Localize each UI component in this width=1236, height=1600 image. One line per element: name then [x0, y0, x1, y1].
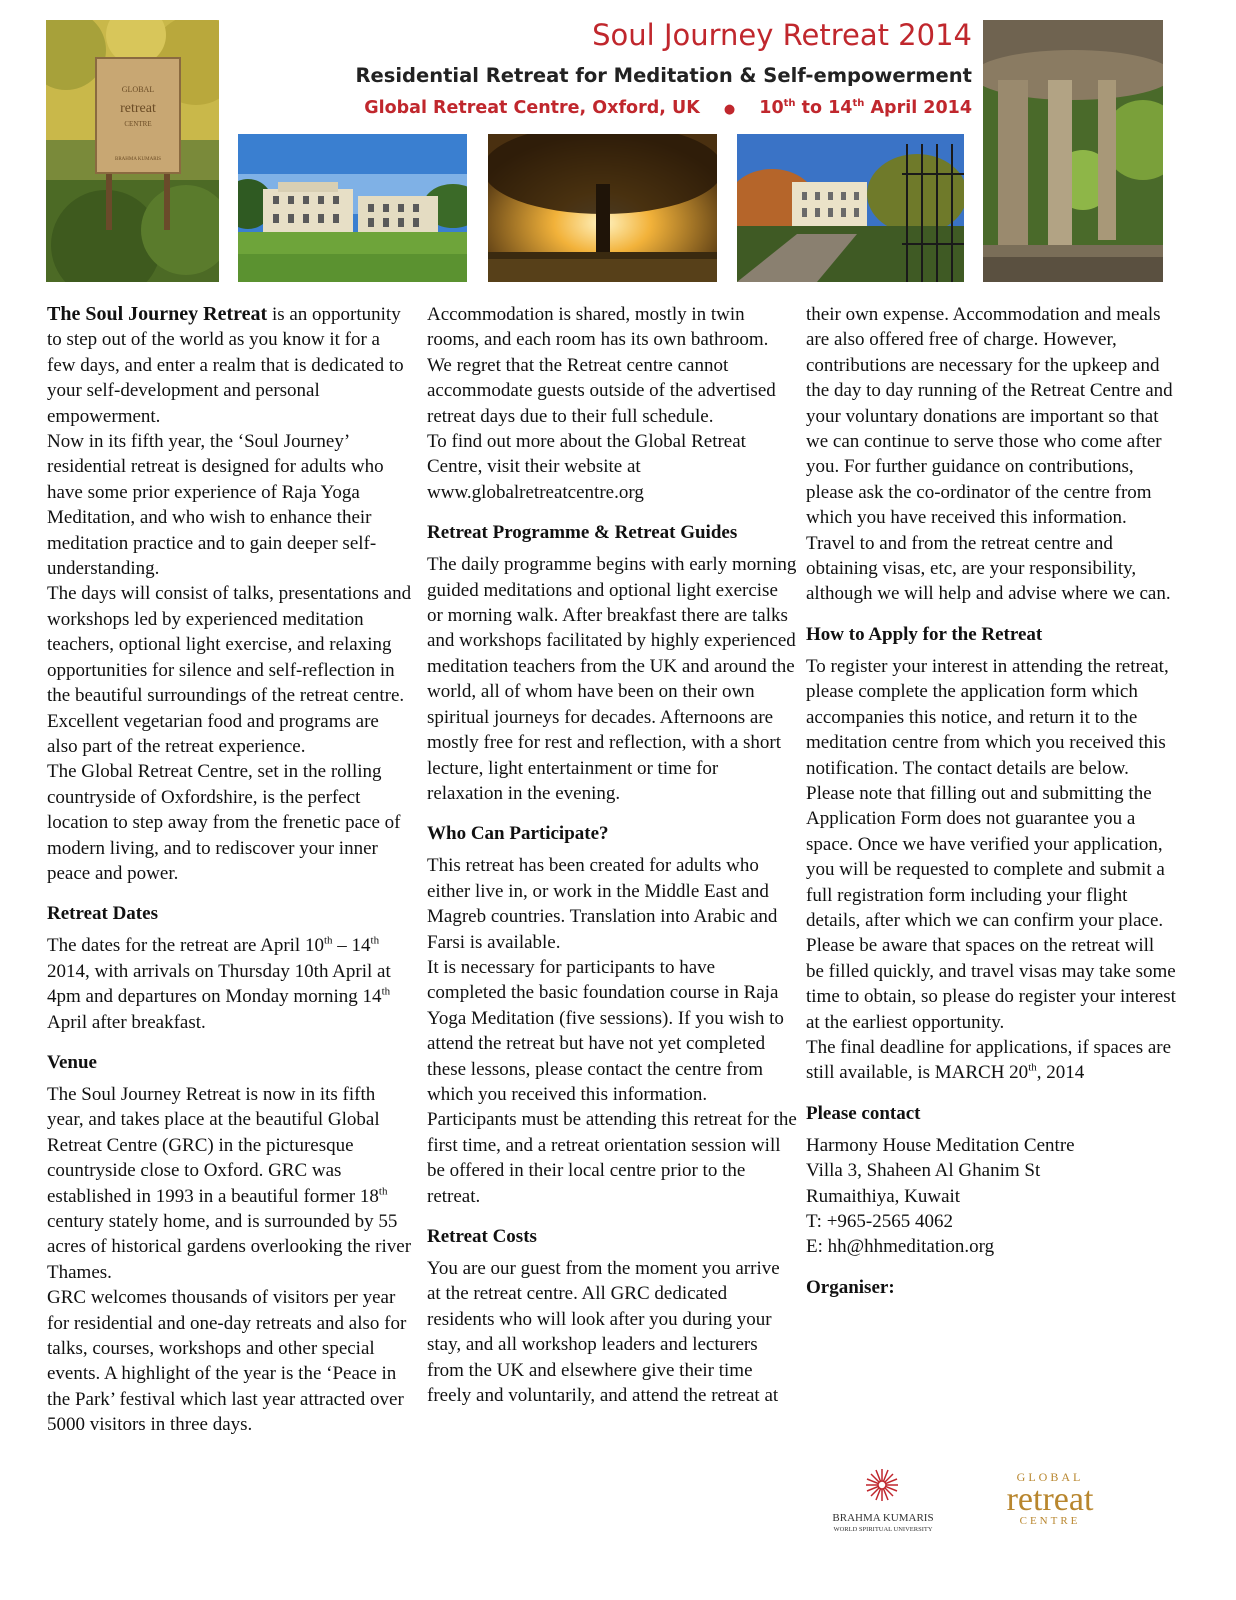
- brahma-kumaris-logo: [808, 1465, 958, 1535]
- photo-tree-sunrise: [488, 134, 717, 282]
- venue-heading: Venue: [47, 1051, 97, 1073]
- ordinal-suffix: th: [852, 98, 865, 110]
- travel-paragraph: Travel to and from the retreat centre and obtaining visas, etc, are your responsibility, although we will help and advise where we can.: [806, 532, 1171, 605]
- sign-text-centre: CENTRE: [124, 120, 152, 128]
- grc-retreat: retreat: [1006, 1481, 1094, 1518]
- retreat-dates-paragraph: [47, 933, 413, 1035]
- grc-global: GLOBAL: [1016, 1470, 1084, 1484]
- column-2: [427, 302, 797, 1408]
- intro-paragraph: [47, 302, 413, 429]
- website-paragraph: To find out more about the Global Retreat Centre, visit their website at www.globalretreatcentre.org: [427, 431, 746, 503]
- venue-name: Global Retreat Centre, Oxford, UK: [364, 98, 700, 118]
- dates-text-a: The dates for the retreat are April 10: [47, 935, 324, 957]
- ordinal-suffix: th: [381, 985, 391, 998]
- date-end: April 2014: [864, 98, 972, 118]
- lotus-icon: [866, 1469, 898, 1501]
- contact-name: Harmony House Meditation Centre: [806, 1134, 1075, 1156]
- bk-name: BRAHMA KUMARIS: [832, 1512, 934, 1524]
- sign-text-retreat: retreat: [120, 101, 156, 116]
- deadline-paragraph: [806, 1035, 1176, 1086]
- column-3: [806, 302, 1176, 1300]
- dates-text-d: April after breakfast.: [47, 1011, 206, 1033]
- ordinal-suffix: th: [370, 935, 380, 948]
- apply-paragraph-2: Please note that filling out and submitting the Application Form does not guarantee you a space. Once we have verified your application, you will be requested to complete and submit a full registration form including your flight details, after which we can confirm your place.: [806, 782, 1165, 931]
- intro-paragraph-3: The days will consist of talks, presentations and workshops led by experienced meditation teachers, optional light exercise, and relaxing opportunities for silence and self-reflection in the beautiful surroundings of the retreat centre. Excellent vegetarian food and programs are also part of the retreat experience.: [47, 583, 412, 757]
- venue-text-b: century stately home, and is surrounded by 55 acres of historical gardens overlooking the river Thames.: [47, 1211, 412, 1283]
- accommodation-paragraph: Accommodation is shared, mostly in twin rooms, and each room has its own bathroom. We regret that the Retreat centre cannot accommodate guests outside of the advertised retreat days due to their full schedule.: [427, 304, 776, 427]
- programme-paragraph: The daily programme begins with early morning guided meditations and optional light exercise or morning walk. After breakfast there are talks and workshops facilitated by highly experienced meditation teachers from the UK and around the world, all of whom have been on their own spiritual journeys for decades. Afternoons are mostly free for rest and reflection, with a short lecture, light entertainment or time for relaxation in the evening.: [427, 554, 797, 804]
- organiser-heading: Organiser:: [806, 1276, 895, 1298]
- page-subtitle: Residential Retreat for Meditation & Self-empowerment: [355, 64, 972, 87]
- contact-email[interactable]: E: hh@hhmeditation.org: [806, 1236, 995, 1258]
- sign-text-bk: BRAHMA KUMARIS: [115, 157, 161, 162]
- ordinal-suffix: th: [1028, 1062, 1037, 1075]
- dates-text-b: – 14: [332, 935, 371, 957]
- sign-text-global: GLOBAL: [121, 85, 155, 94]
- venue-text-a: The Soul Journey Retreat is now in its fifth year, and takes place at the beautiful Global Retreat Centre (GRC) in the picturesque countryside close to Oxford. GRC was established in 1993 in a beautiful former 18: [47, 1083, 380, 1207]
- contact-heading: Please contact: [806, 1102, 921, 1124]
- venue-paragraph: [47, 1082, 413, 1285]
- costs-paragraph: You are our guest from the moment you arrive at the retreat centre. All GRC dedicated residents who will look after you during your stay, and all workshop leaders and lecturers from the UK and elsewhere give their time freely and voluntarily, and attend the retreat at: [427, 1258, 780, 1407]
- retreat-dates-heading: Retreat Dates: [47, 903, 158, 925]
- participate-paragraph-1: This retreat has been created for adults who either live in, or work in the Middle East and Magreb countries. Translation into Arabic and Farsi is available.: [427, 855, 778, 953]
- participate-heading: Who Can Participate?: [427, 823, 609, 845]
- intro-lead: The Soul Journey Retreat: [47, 303, 268, 325]
- photo-stone-columns: [983, 20, 1163, 282]
- venue-paragraph-2: GRC welcomes thousands of visitors per year for residential and one-day retreats and also for talks, courses, workshops and other special events. A highlight of the year is the ‘Peace in the Park’ festival which last year attracted over 5000 visitors in three days.: [47, 1287, 407, 1436]
- apply-paragraph-3: Please be aware that spaces on the retreat will be filled quickly, and travel visas may take some time to obtain, so please do register your interest at the earliest opportunity.: [806, 935, 1176, 1033]
- bk-tagline: WORLD SPIRITUAL UNIVERSITY: [833, 1526, 933, 1533]
- deadline-text-a: The final deadline for applications, if spaces are still available, is MARCH 20: [806, 1036, 1172, 1084]
- apply-heading: How to Apply for the Retreat: [806, 623, 1043, 645]
- bullet-separator: ●: [723, 102, 736, 117]
- column-1: [47, 302, 413, 1438]
- date-mid: to 14: [795, 98, 853, 118]
- ordinal-suffix: th: [323, 935, 333, 948]
- costs-continued-paragraph: their own expense. Accommodation and meals are also offered free of charge. However, contributions are necessary for the upkeep and the day to day running of the Retreat Centre and your voluntary donations are important so that we can continue to serve those who come after you. For further guidance on contributions, please ask the co-ordinator of the centre from which you have received this information.: [806, 304, 1173, 529]
- page-title: Soul Journey Retreat 2014: [592, 18, 972, 52]
- dates-text-c: 2014, with arrivals on Thursday 10th April at 4pm and departures on Monday morning 14: [47, 960, 391, 1008]
- photo-manor-house: [238, 134, 467, 282]
- ordinal-suffix: th: [378, 1185, 388, 1198]
- deadline-text-b: , 2014: [1036, 1062, 1085, 1084]
- participate-paragraph-2: It is necessary for participants to have completed the basic foundation course in Raja Yoga Meditation (five sessions). If you wish to attend the retreat but have not yet completed these lessons, please contact the centre from which you received this information.: [427, 956, 784, 1105]
- contact-phone: T: +965-2565 4062: [806, 1211, 953, 1232]
- photo-house-gates: [737, 134, 964, 282]
- global-retreat-centre-logo: [980, 1468, 1120, 1530]
- date-start: 10: [759, 98, 784, 118]
- venue-dates-line: [238, 98, 972, 118]
- intro-paragraph-2: Now in its fifth year, the ‘Soul Journey’ residential retreat is designed for adults who have some prior experience of Raja Yoga Meditation, and who wish to enhance their meditation practice and to gain deeper self-understanding.: [47, 431, 384, 580]
- costs-heading: Retreat Costs: [427, 1226, 537, 1247]
- grc-centre: CENTRE: [1019, 1515, 1081, 1527]
- photo-retreat-sign: [46, 20, 219, 282]
- participate-paragraph-3: Participants must be attending this retreat for the first time, and a retreat orientation session will be offered in their local centre prior to the retreat.: [427, 1109, 797, 1207]
- apply-paragraph-1: To register your interest in attending the retreat, please complete the application form which accompanies this notice, and return it to the meditation centre from which you received this notification. The contact details are below.: [806, 655, 1169, 779]
- programme-heading: Retreat Programme & Retreat Guides: [427, 522, 738, 544]
- intro-text: is an opportunity to step out of the world as you know it for a few days, and enter a realm that is dedicated to your self-development and personal empowerment.: [47, 304, 404, 427]
- contact-address-2: Rumaithiya, Kuwait: [806, 1185, 961, 1207]
- contact-address-1: Villa 3, Shaheen Al Ghanim St: [806, 1160, 1041, 1182]
- intro-paragraph-4: The Global Retreat Centre, set in the rolling countryside of Oxfordshire, is the perfect location to step away from the frenetic pace of modern living, and to rediscover your inner peace and power.: [47, 761, 401, 884]
- ordinal-suffix: th: [783, 98, 796, 110]
